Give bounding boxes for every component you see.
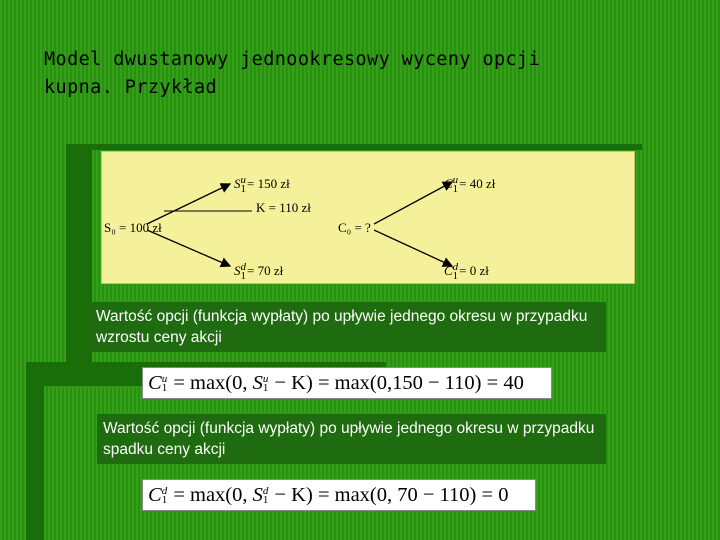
explanation-box-down <box>97 414 606 464</box>
arrow-down-right <box>374 230 452 266</box>
k-label: K = 110 zł <box>256 200 311 215</box>
tree-lines <box>102 152 636 285</box>
decor-panel-top <box>66 144 642 150</box>
c0-label: C₀ = ? <box>338 220 371 235</box>
binomial-tree-diagram <box>101 151 635 284</box>
decor-panel-left <box>66 144 92 384</box>
c1u-label: C u 1 = 40 zł <box>444 174 496 195</box>
c1d-label: C d 1 = 0 zł <box>444 261 489 282</box>
title-line-1: Model dwustanowy jednookresowy wyceny opcji <box>44 49 541 70</box>
explanation-text-up: Wartość opcji (funkcja wypłaty) po upływie jednego okresu w przypadku wzrostu ceny akcji <box>96 308 588 346</box>
s0-label: S₀ = 100 zł <box>104 220 162 235</box>
decor-panel-left2 <box>26 362 44 540</box>
formula-up: C u 1 = max(0, S u 1 − K) = max(0,150 − 110) = 40 <box>142 367 552 399</box>
title-line-2: kupna. Przykład <box>44 77 218 98</box>
explanation-text-down: Wartość opcji (funkcja wypłaty) po upływie jednego okresu w przypadku spadku ceny akcji <box>103 420 595 458</box>
s1d-label: S d 1 = 70 zł <box>234 261 284 282</box>
arrow-down-left <box>147 230 230 266</box>
s1u-label: S u 1 = 150 zł <box>234 174 290 195</box>
slide-title <box>44 46 704 102</box>
explanation-box-up <box>90 302 606 352</box>
arrow-up-left <box>147 184 230 224</box>
formula-down: C d 1 = max(0, S d 1 − K) = max(0, 70 − 110) = 0 <box>142 479 536 511</box>
arrow-up-right <box>374 182 452 224</box>
